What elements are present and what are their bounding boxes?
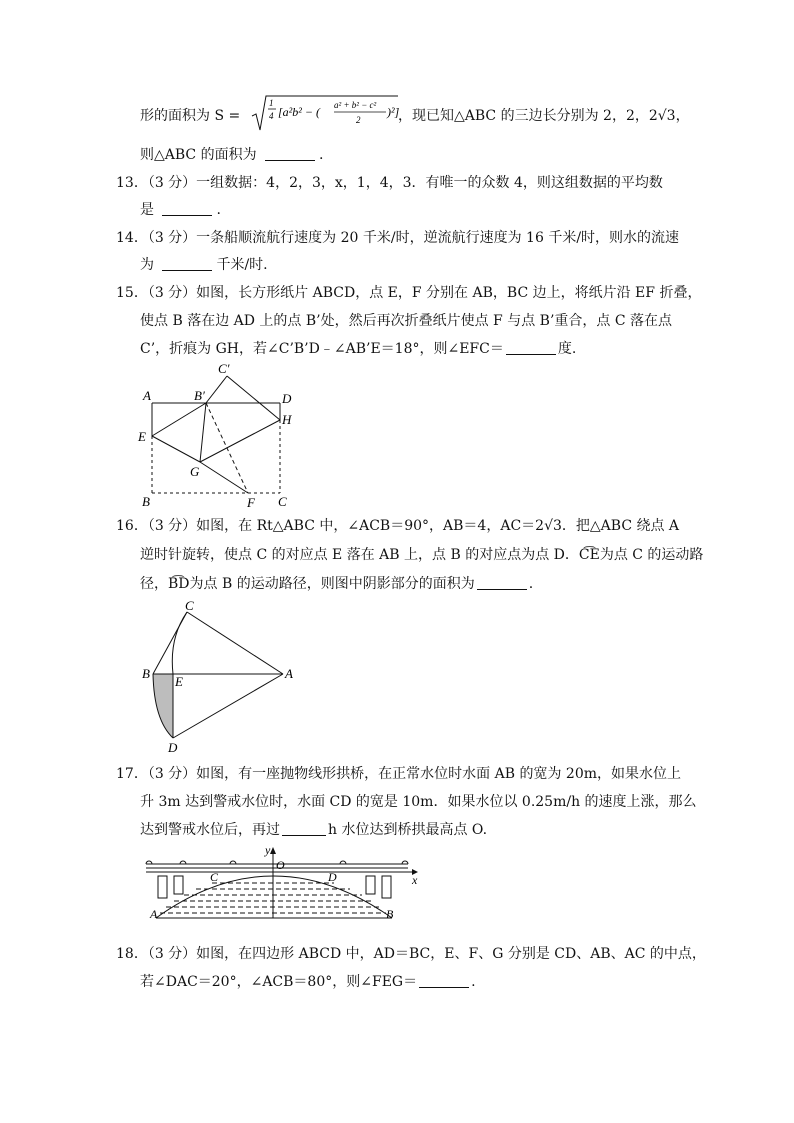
- q18-prompt: 若∠DAC＝20°，∠ACB＝80°，则∠FEG＝: [140, 974, 418, 990]
- q17-line2: 升 3m 达到警戒水位时，水面 CD 的宽是 10m．如果水位以 0.25m/h 的速度上涨，那么: [140, 794, 697, 810]
- shaded-region: [153, 674, 173, 738]
- gf-line: [200, 462, 248, 493]
- q12-line1-after: ，现已知△ABC 的三边长分别为 2，2，2√3，: [398, 108, 690, 124]
- heron-formula: [250, 92, 400, 134]
- q17-line3: [140, 820, 487, 840]
- q16-line3: [140, 574, 533, 594]
- svg-text:1: 1: [269, 98, 274, 108]
- answer-blank: [265, 146, 315, 161]
- answer-blank: [282, 821, 326, 836]
- eb1-line: [152, 403, 206, 436]
- q14-line1: 14．（3 分）一条船顺流航行速度为 20 千米/时，逆流航行速度为 16 千米/时，则水的流速: [116, 230, 680, 246]
- svg-text:[a²b² − (: [a²b² − (: [278, 105, 320, 119]
- q16-end: .: [528, 576, 534, 592]
- label-b: B: [142, 494, 150, 509]
- label-c-prime: C′: [218, 361, 230, 376]
- y-axis-arrow: [270, 847, 276, 854]
- label-e: E: [138, 429, 146, 444]
- b1c1-line: [206, 376, 227, 403]
- q18-line1: 18．（3 分）如图，在四边形 ABCD 中，AD＝BC，E、F、G 分别是 CD、AB、AC 的中点，: [116, 946, 706, 962]
- label-h: H: [282, 412, 292, 427]
- answer-blank: [162, 256, 212, 271]
- q18-end: .: [471, 974, 476, 990]
- q17-bridge-figure: [140, 842, 420, 922]
- q15-end: 度.: [557, 341, 577, 357]
- q12-prompt: 则△ABC 的面积为: [140, 147, 257, 163]
- label-o: O: [276, 858, 285, 872]
- pier-right-2: [382, 876, 391, 898]
- q12-line2: [140, 145, 324, 165]
- label-a: A: [150, 907, 158, 921]
- gh-line: [200, 420, 280, 462]
- label-d: D: [328, 870, 337, 884]
- label-b: B: [386, 907, 394, 921]
- label-c: C: [278, 494, 287, 509]
- eg-line: [152, 436, 200, 462]
- q15-line3: [140, 339, 576, 359]
- label-y: y: [265, 843, 271, 857]
- label-d: D: [282, 391, 292, 406]
- label-c: C: [210, 870, 219, 884]
- q12-text-before: 形的面积为 S =: [140, 108, 241, 124]
- label-d: D: [168, 740, 178, 755]
- q12-line1: [140, 106, 240, 126]
- label-b: B: [142, 666, 150, 681]
- q14-line2: [140, 255, 268, 275]
- q15-line2: 使点 B 落在边 AD 上的点 B’处，然后再次折叠纸片使点 F 与点 B’重合，点 C 落在点: [140, 313, 673, 329]
- c1h-line: [227, 376, 280, 420]
- q15-prompt: C’，折痕为 GH，若∠C’B’D﹣∠AB’E＝18°，则∠EFC＝: [140, 341, 504, 357]
- q12-end: .: [319, 147, 324, 163]
- label-a: A: [143, 388, 151, 403]
- ca-line: [187, 612, 283, 674]
- q13-end: .: [216, 202, 221, 218]
- q15-line1: 15．（3 分）如图，长方形纸片 ABCD，点 E，F 分别在 AB，BC 边上，将纸片沿 EF 折叠，: [116, 285, 702, 301]
- answer-blank: [477, 575, 527, 590]
- da-line: [173, 674, 283, 738]
- svg-text:√[¼(a²b² − ((a² + b² − c²)/2)²: √[¼(a²b² − ((a² + b² − c²)/2)²)]: [250, 92, 263, 93]
- label-f: F: [247, 495, 255, 510]
- answer-blank: [162, 201, 212, 216]
- svg-text:2: 2: [356, 115, 361, 125]
- label-a: A: [285, 666, 293, 681]
- svg-text:4: 4: [269, 111, 274, 121]
- answer-blank: [419, 973, 469, 988]
- parabolic-arch: [156, 876, 392, 918]
- q17-prompt: 达到警戒水位后，再过: [140, 822, 280, 838]
- q13-line1: 13．（3 分）一组数据：4，2，3，x，1，4，3．有唯一的众数 4，则这组数据的平均数: [116, 175, 663, 191]
- gb1-line: [200, 403, 206, 462]
- q13-prompt: 是: [140, 202, 154, 218]
- svg-text:a² + b² − c²: a² + b² − c²: [334, 100, 377, 110]
- label-g: G: [190, 464, 200, 479]
- q14-end: 千米/时.: [216, 257, 268, 273]
- pier-left-2: [174, 876, 183, 894]
- label-x: x: [412, 873, 418, 887]
- label-b-prime: B′: [194, 388, 205, 403]
- q16-prompt: 径，B͡D为点 B 的运动路径，则图中阴影部分的面积为: [140, 576, 475, 592]
- q17-end: h 水位达到桥拱最高点 O.: [328, 822, 488, 838]
- answer-blank: [506, 340, 556, 355]
- svg-text:)²]: )²]: [387, 105, 400, 119]
- q15-figure: [130, 360, 300, 510]
- q18-line2: [140, 972, 476, 992]
- q16-figure: [135, 598, 305, 758]
- pier-right-1: [366, 876, 375, 894]
- arc-ce: [172, 612, 187, 674]
- q17-line1: 17．（3 分）如图，有一座抛物线形拱桥，在正常水位时水面 AB 的宽为 20m，如果水位上: [116, 766, 682, 782]
- q16-line1: 16．（3 分）如图，在 Rt△ABC 中，∠ACB＝90°，AB＝4，AC＝2√3．把△ABC 绕点 A: [116, 518, 680, 534]
- cb-line: [153, 612, 187, 674]
- label-c: C: [185, 598, 194, 613]
- q14-prompt: 为: [140, 257, 154, 273]
- q16-line2: 逆时针旋转，使点 C 的对应点 E 落在 AB 上，点 B 的对应点为点 D．C͡E为点 C 的运动路: [140, 547, 704, 563]
- label-e: E: [175, 674, 183, 689]
- pier-left-1: [158, 876, 167, 898]
- q13-line2: [140, 200, 221, 220]
